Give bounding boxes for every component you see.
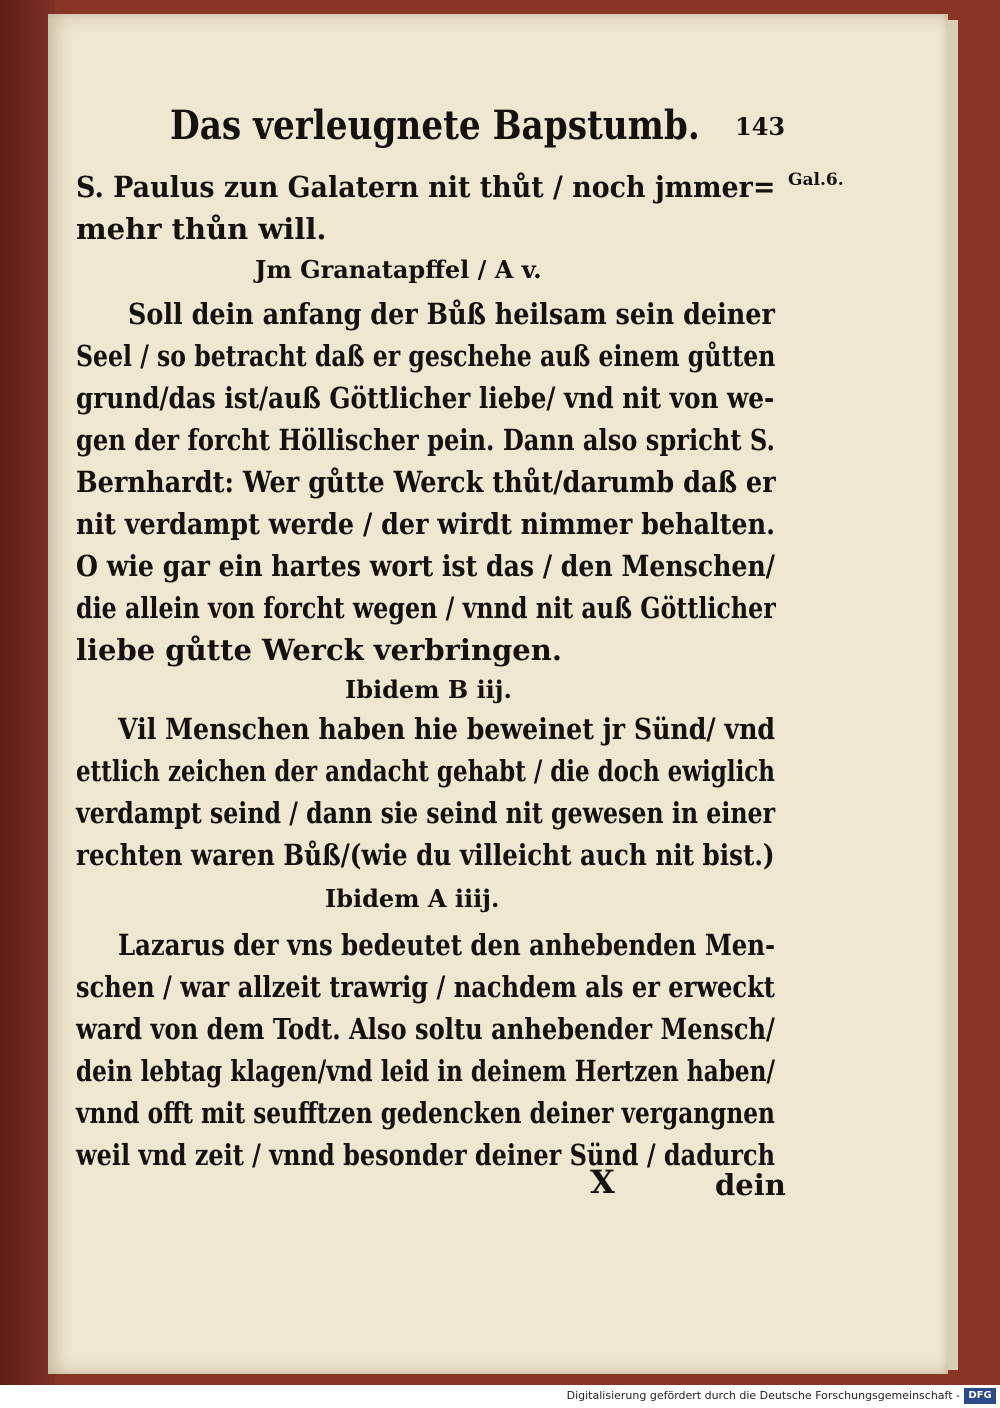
footer-bar (0, 1385, 1000, 1408)
running-head: Das verleugnete Bapstumb. (170, 102, 700, 149)
text-line: O wie gar ein hartes wort ist das / den Menschen/ (76, 549, 775, 583)
text-line: weil vnd zeit / vnnd besonder deiner Sünd / dadurch (76, 1138, 775, 1172)
text-line: Soll dein anfang der Bůß heilsam sein deiner (128, 297, 775, 331)
binding-shadow (0, 0, 55, 1385)
funding-credit: Digitalisierung gefördert durch die Deutsche Forschungsgemeinschaft - (566, 1389, 960, 1402)
text-line: S. Paulus zun Galatern nit thůt / noch jmmer= (76, 170, 776, 204)
text-line: dein lebtag klagen/vnd leid in deinem Hertzen haben/ (76, 1054, 775, 1088)
text-line: die allein von forcht wegen / vnnd nit auß Göttlicher (76, 591, 776, 625)
text-line: schen / war allzeit trawrig / nachdem als er erweckt (76, 970, 775, 1004)
section-heading: Jm Granatapffel / A v. (255, 255, 542, 284)
section-heading: Ibidem B iij. (345, 675, 512, 704)
text-line: Bernhardt: Wer gůtte Werck thůt/darumb daß er (76, 465, 776, 499)
dfg-logo: DFG (964, 1388, 996, 1404)
signature-mark: X (590, 1163, 615, 1201)
text-line: vnnd offt mit seufftzen gedencken deiner vergangnen (76, 1096, 775, 1130)
section-heading: Ibidem A iiij. (325, 884, 500, 913)
text-line: Seel / so betracht daß er geschehe auß einem gůtten (76, 339, 776, 373)
text-line: Vil Menschen haben hie beweinet jr Sünd/ vnd (118, 712, 776, 746)
text-line: Lazarus der vns bedeutet den anhebenden Men- (118, 928, 776, 962)
text-line: nit verdampt werde / der wirdt nimmer behalten. (76, 507, 775, 541)
text-line: mehr thůn will. (76, 212, 327, 246)
text-line: liebe gůtte Werck verbringen. (76, 633, 562, 667)
text-line: ettlich zeichen der andacht gehabt / die doch ewiglich (76, 754, 775, 788)
text-line: rechten waren Bůß/(wie du villeicht auch nit bist.) (76, 838, 775, 872)
margin-note: Gal.6. (788, 170, 844, 190)
text-line: ward von dem Todt. Also soltu anhebender Mensch/ (76, 1012, 775, 1046)
page-edge (948, 20, 958, 1370)
text-line: verdampt seind / dann sie seind nit gewesen in einer (76, 796, 776, 830)
catchword: dein (715, 1168, 786, 1202)
text-line: grund/das ist/auß Göttlicher liebe/ vnd nit von we- (76, 381, 775, 415)
page-number: 143 (735, 112, 786, 141)
text-line: gen der forcht Höllischer pein. Dann also spricht S. (76, 423, 775, 457)
